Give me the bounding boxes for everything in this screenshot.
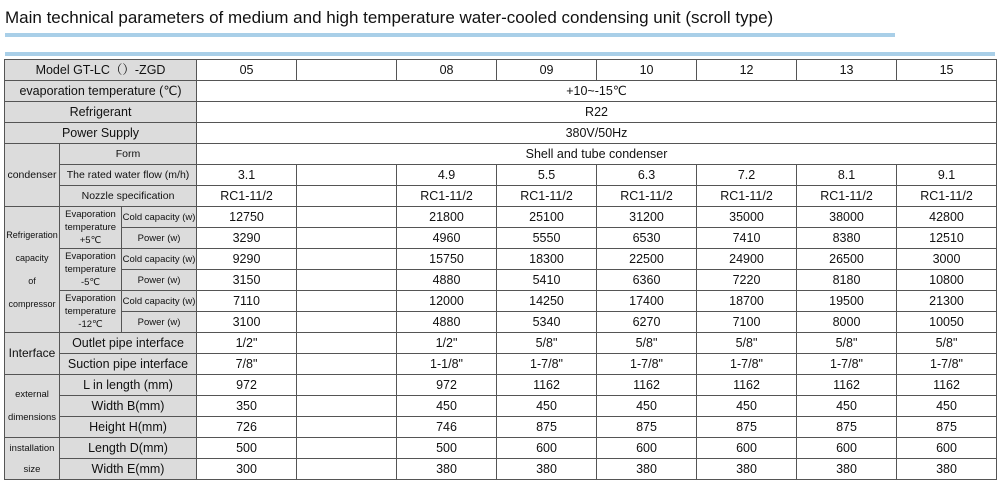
cell: 746 (397, 417, 497, 438)
cell: 5550 (497, 228, 597, 249)
group-label-line: installation (9, 442, 55, 454)
cell: 5/8" (797, 333, 897, 354)
cell (297, 354, 397, 375)
cell: RC1-11/2 (197, 186, 297, 207)
group-label-line: compressor (8, 298, 56, 309)
cell: 3150 (197, 270, 297, 291)
cell: 1-7/8" (697, 354, 797, 375)
water-flow-row (5, 165, 997, 186)
cell: 7.2 (697, 165, 797, 186)
cell: 1-7/8" (497, 354, 597, 375)
cell: 380 (597, 459, 697, 480)
row-label: Power (w) (122, 270, 197, 291)
evaporation-temperature-row (5, 81, 997, 102)
power-m12-row (5, 312, 997, 333)
cell (297, 312, 397, 333)
cell: 6530 (597, 228, 697, 249)
cell: 972 (397, 375, 497, 396)
row-label: Power Supply (5, 123, 197, 144)
label-line: temperature (64, 306, 117, 317)
condenser-form-row (5, 144, 997, 165)
evap-temp-label (60, 291, 122, 333)
cell (297, 459, 397, 480)
evap-temp-label (60, 249, 122, 291)
cell: 7100 (697, 312, 797, 333)
cell: 7/8" (197, 354, 297, 375)
row-value: R22 (197, 102, 997, 123)
cell: 9.1 (897, 165, 997, 186)
row-label: Width B(mm) (60, 396, 197, 417)
cell (297, 249, 397, 270)
cell (297, 333, 397, 354)
height-row (5, 417, 997, 438)
cell: 1-7/8" (797, 354, 897, 375)
cell (297, 291, 397, 312)
cell: 875 (597, 417, 697, 438)
group-label-condenser: condenser (5, 144, 60, 207)
cell (297, 417, 397, 438)
cell: 3290 (197, 228, 297, 249)
cell: 1/2" (197, 333, 297, 354)
cell (297, 270, 397, 291)
row-label: Outlet pipe interface (60, 333, 197, 354)
cell: 5/8" (897, 333, 997, 354)
row-value: 380V/50Hz (197, 123, 997, 144)
cell: 1162 (697, 375, 797, 396)
cell: 6270 (597, 312, 697, 333)
label-line: Evaporation (65, 209, 116, 220)
model-cell: 15 (897, 60, 997, 81)
row-label: L in length (mm) (60, 375, 197, 396)
row-label: Form (60, 144, 197, 165)
group-label-line: of (28, 275, 36, 286)
cell: 1-1/8" (397, 354, 497, 375)
suction-pipe-row (5, 354, 997, 375)
label-line: temperature (64, 264, 117, 275)
nozzle-row (5, 186, 997, 207)
cell: 18700 (697, 291, 797, 312)
label-line: temperature (64, 222, 117, 233)
cell: 5/8" (597, 333, 697, 354)
cell: 1-7/8" (597, 354, 697, 375)
group-label-line: dimensions (7, 412, 57, 423)
cold-capacity-m5-row (5, 249, 997, 270)
group-label-installation (5, 438, 60, 480)
model-label: Model GT-LC（）-ZGD (5, 60, 197, 81)
outlet-pipe-row (5, 333, 997, 354)
cell: RC1-11/2 (797, 186, 897, 207)
label-line: -12℃ (78, 319, 103, 330)
cell: RC1-11/2 (597, 186, 697, 207)
cell: 600 (897, 438, 997, 459)
cell: 8180 (797, 270, 897, 291)
cell: 380 (397, 459, 497, 480)
cell: 4960 (397, 228, 497, 249)
cell: 6.3 (597, 165, 697, 186)
cell: 380 (497, 459, 597, 480)
row-label: Width E(mm) (60, 459, 197, 480)
cell: 10050 (897, 312, 997, 333)
row-label: The rated water flow (m/h) (60, 165, 197, 186)
row-label: Power (w) (122, 312, 197, 333)
cell: 38000 (797, 207, 897, 228)
cell: 450 (597, 396, 697, 417)
cell: 8.1 (797, 165, 897, 186)
row-label: Cold capacity (w) (122, 291, 197, 312)
cell: 500 (197, 438, 297, 459)
cell: 726 (197, 417, 297, 438)
cell: 22500 (597, 249, 697, 270)
cell: 19500 (797, 291, 897, 312)
cell (297, 375, 397, 396)
cell (297, 438, 397, 459)
cell: 300 (197, 459, 297, 480)
cell: 450 (797, 396, 897, 417)
cell: 380 (797, 459, 897, 480)
cell: RC1-11/2 (697, 186, 797, 207)
cell: 42800 (897, 207, 997, 228)
cell: 3000 (897, 249, 997, 270)
cell: 25100 (497, 207, 597, 228)
length-row (5, 375, 997, 396)
model-cell: 10 (597, 60, 697, 81)
cell: 7110 (197, 291, 297, 312)
model-cell: 08 (397, 60, 497, 81)
cold-capacity-m12-row (5, 291, 997, 312)
label-line: Evaporation (65, 251, 116, 262)
row-label: Nozzle specification (60, 186, 197, 207)
cell: 1-7/8" (897, 354, 997, 375)
table-top-rule (5, 52, 995, 56)
row-label: Power (w) (122, 228, 197, 249)
cell (297, 396, 397, 417)
group-label-interface: Interface (5, 333, 60, 375)
refrigerant-row (5, 102, 997, 123)
cell: 10800 (897, 270, 997, 291)
row-value: Shell and tube condenser (197, 144, 997, 165)
cell: 1162 (597, 375, 697, 396)
cell: 18300 (497, 249, 597, 270)
model-cell: 13 (797, 60, 897, 81)
cell: 380 (897, 459, 997, 480)
cell: 4880 (397, 270, 497, 291)
cell: 380 (697, 459, 797, 480)
width-row (5, 396, 997, 417)
cell (297, 186, 397, 207)
cell: 8000 (797, 312, 897, 333)
cell: 350 (197, 396, 297, 417)
label-line: +5℃ (79, 235, 102, 246)
model-row (5, 60, 997, 81)
cell: 7220 (697, 270, 797, 291)
cell: 21300 (897, 291, 997, 312)
cell (297, 165, 397, 186)
cell: 600 (497, 438, 597, 459)
cell: 600 (597, 438, 697, 459)
model-cell (297, 60, 397, 81)
cell: 8380 (797, 228, 897, 249)
cell: 875 (897, 417, 997, 438)
row-label: Cold capacity (w) (122, 249, 197, 270)
cell: 875 (797, 417, 897, 438)
cell: 500 (397, 438, 497, 459)
cell: 450 (497, 396, 597, 417)
cell: 4.9 (397, 165, 497, 186)
cell: 972 (197, 375, 297, 396)
cell: 6360 (597, 270, 697, 291)
group-label-line: capacity (15, 252, 49, 263)
install-length-row (5, 438, 997, 459)
install-width-row (5, 459, 997, 480)
cell: 5410 (497, 270, 597, 291)
cell: 1162 (497, 375, 597, 396)
row-value: +10~-15℃ (197, 81, 997, 102)
page-title: Main technical parameters of medium and high temperature water-cooled condensing unit (scroll type) (5, 8, 774, 27)
cell: 21800 (397, 207, 497, 228)
evap-temp-label (60, 207, 122, 249)
title-underline (5, 33, 895, 37)
model-cell: 09 (497, 60, 597, 81)
cell: 4880 (397, 312, 497, 333)
power-m5-row (5, 270, 997, 291)
cell: 24900 (697, 249, 797, 270)
group-label-line: size (23, 463, 41, 475)
power-p5-row (5, 228, 997, 249)
cell: 1162 (897, 375, 997, 396)
cell: 450 (397, 396, 497, 417)
cell: 1162 (797, 375, 897, 396)
cell: 600 (697, 438, 797, 459)
cold-capacity-p5-row (5, 207, 997, 228)
cell: RC1-11/2 (497, 186, 597, 207)
row-label: Refrigerant (5, 102, 197, 123)
row-label: Suction pipe interface (60, 354, 197, 375)
cell: 5340 (497, 312, 597, 333)
row-label: Length D(mm) (60, 438, 197, 459)
model-cell: 12 (697, 60, 797, 81)
cell: RC1-11/2 (897, 186, 997, 207)
label-line: -5℃ (80, 277, 101, 288)
cell: 12510 (897, 228, 997, 249)
cell: 600 (797, 438, 897, 459)
power-supply-row (5, 123, 997, 144)
cell: RC1-11/2 (397, 186, 497, 207)
cell: 9290 (197, 249, 297, 270)
cell: 875 (497, 417, 597, 438)
cell: 26500 (797, 249, 897, 270)
cell: 35000 (697, 207, 797, 228)
cell (297, 228, 397, 249)
cell: 450 (697, 396, 797, 417)
cell: 31200 (597, 207, 697, 228)
cell: 5.5 (497, 165, 597, 186)
row-label: Height H(mm) (60, 417, 197, 438)
cell: 15750 (397, 249, 497, 270)
cell: 5/8" (497, 333, 597, 354)
model-cell: 05 (197, 60, 297, 81)
row-label: Cold capacity (w) (122, 207, 197, 228)
cell: 1/2" (397, 333, 497, 354)
group-label-dimensions (5, 375, 60, 438)
spec-table (4, 59, 997, 480)
group-label-line: Refrigeration (6, 229, 58, 240)
cell: 875 (697, 417, 797, 438)
group-label-capacity (5, 207, 60, 333)
label-line: Evaporation (65, 293, 116, 304)
group-label-line: external (15, 389, 49, 400)
cell: 14250 (497, 291, 597, 312)
cell (297, 207, 397, 228)
cell: 5/8" (697, 333, 797, 354)
cell: 7410 (697, 228, 797, 249)
cell: 3100 (197, 312, 297, 333)
cell: 17400 (597, 291, 697, 312)
row-label: evaporation temperature (℃) (5, 81, 197, 102)
cell: 3.1 (197, 165, 297, 186)
cell: 12000 (397, 291, 497, 312)
cell: 12750 (197, 207, 297, 228)
cell: 450 (897, 396, 997, 417)
